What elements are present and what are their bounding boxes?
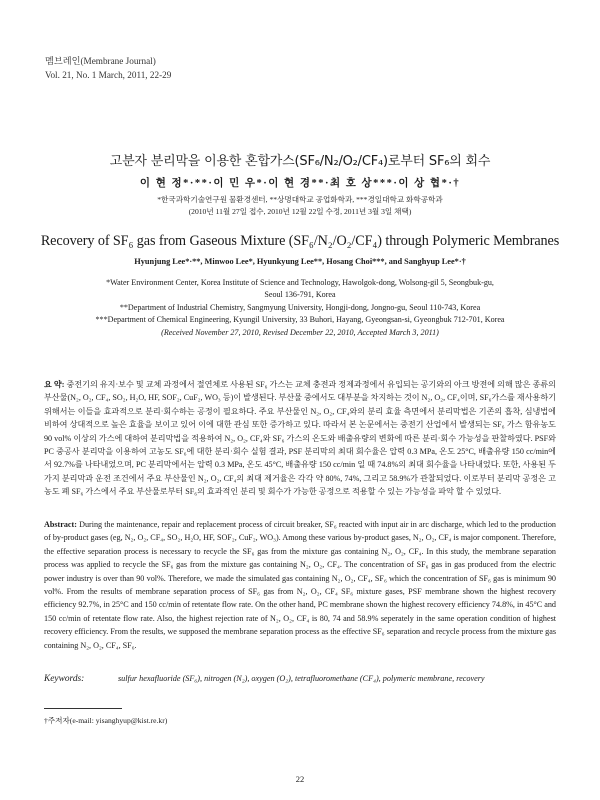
journal-name: 멤브레인(Membrane Journal) [45, 56, 156, 66]
korean-abstract-label: 요 약: [44, 380, 65, 389]
english-affiliation-block [44, 277, 556, 339]
korean-abstract [44, 378, 556, 499]
received-dates: (Received November 27, 2010, Revised December 22, 2010, Accepted March 3, 2011) [161, 327, 439, 337]
english-affiliation-2: **Department of Industrial Chemistry, Sangmyung University, Hongji-dong, Jongno-gu, Seoul 110-743, Korea [119, 302, 481, 312]
english-authors: Hyunjung Lee*·**, Minwoo Lee*, Hyunkyung Lee**, Hosang Choi***, and Sanghyup Lee*·† [134, 257, 466, 266]
korean-dates: (2010년 11월 27일 접수, 2010년 12월 22일 수정, 2011년 3월 3일 채택) [188, 207, 412, 216]
keywords-text: sulfur hexafluoride (SF₆), nitrogen (N₂), oxygen (O₂), tetrafluoromethane (CF₄), polymeric membrane, recovery [118, 674, 485, 683]
footnote-divider [44, 708, 122, 709]
korean-title: 고분자 분리막을 이용한 혼합가스(SF₆/N₂/O₂/CF₄)로부터 SF₆의 회수 [109, 154, 491, 169]
korean-abstract-text: 중전기의 유지·보수 및 교체 과정에서 절연체로 사용된 SF₆ 가스는 교체 충전과 정제과정에서 유입되는 공기와의 아크 방전에 의해 많은 종류의 부산물(N₂, O₂, CF₄, SO₂, H₂O, HF, SOF₂, CuF₂, WO₃ 등)이 발생된다. 부산물 중에서도 대부분을 차지하는 것이 N₂, O₂, CF₄이며, SF₆가스를 재사용하기 위해서는 이들을 효과적으로 분리·회수하는 공정이 필요하다. 주요 부산물인 N₂, O₂, CF₄와의 분리 효율 측면에서 분리막법은 기존의 흡착, 심냉법에 비하여 상대적으로 높은 효율을 보이고 있어 이에 대한 관심 또한 증가하고 있다. 따라서 본 논문에서는 중전기 산업에서 발생되는 SF₆ 가스 함유농도 90 vol% 이상의 가스에 대하여 분리막법을 적용하여 N₂, O₂, CF₄와 SF₆ 가스의 온도와 배출유량의 변화에 따른 분리·회수 가능성을 판찰하였다. PSF와 PC 중공사 분리막을 이용하여 고농도 SF₆에 대한 분리·회수 실험 결과, PSF 분리막의 최대 회수율은 압력 0.3 MPa, 온도 25°C, 배출유량 150 cc/min에서 92.7%를 나타내었으며, PC 분리막에서는 압력 0.3 MPa, 온도 45°C, 배출유량 150 cc/min 일 때 74.8%의 최대 회수율을 나타내었다. 또한, 사용된 두 가지 분리막과 운전 조건에서 주요 부산물인 N₂, O₂, CF₄의 최대 제거율은 각각 약 80%, 74%, 그리고 58.9%가 관찰되었다. 이로부터 분리막 공정은 고농도 폐 SF₆ 가스에서 주요 부산물로부터 SF₆의 효과적인 분리 및 회수가 가능한 공정으로 적용할 수 있는 가능성을 파악 할 수 있었다. [44, 380, 557, 497]
english-affiliation-1-cont: Seoul 136-791, Korea [264, 290, 336, 300]
english-title: Recovery of SF₆ gas from Gaseous Mixture (SF₆/N₂/O₂/CF₄) through Polymeric Membranes [40, 233, 560, 249]
keywords-label: Keywords: [44, 674, 85, 684]
english-affiliation-3: ***Department of Chemical Engineering, Kyungil University, 33 Buhori, Hayang, Gyeongsan-si, Gyeongbuk 712-701, Korea [95, 315, 505, 325]
english-affiliation-1: *Water Environment Center, Korea Institute of Science and Technology, Hawolgok-dong, Wolsong-gil 5, Seongbuk-gu, [106, 278, 494, 287]
english-abstract [44, 518, 556, 652]
korean-affiliation: *한국과학기술연구원 물환경센터, **상명대학교 공업화학과, ***경일대학교 화학공학과 [157, 195, 443, 204]
journal-issue: Vol. 21, No. 1 March, 2011, 22-29 [45, 70, 172, 80]
journal-header [45, 54, 171, 82]
keywords [44, 672, 600, 686]
english-abstract-text: During the maintenance, repair and replacement process of circuit breaker, SF₆ reacted with input air in arc discharge, which led to the production of by-product gases (eg, N₂, O₂, CF₄, SO₂, H₂O, HF, SOF₂, CuF₂, WO₃). Among these various by-product gases, N₂, O₂, CF₄ is major component. Therefore, the effective separation process is necessary to recycle the SF₆ gas from the mixture gas containing N₂, O₂, CF₄. In this study, the membrane separation process was applied to recycle the SF₆ gas from the mixture gas containing N₂, O₂, CF₄. The concentration of SF₆ gas in gas produced from the electric power industry is over than 90 vol%. Therefore, we made the simulated gas containing N₂, O₂, CF₄, SF₆ which the concentration of SF₆ gas is minimum 90 vol%. From the results of membrane separation process of SF₆ gas from N₂, O₂, CF₄ SF₆ mixture gases, PSF membrane shown the highest recovery efficiency 92.7%, in 25°C and 150 cc/min of retentate flow rate. On the other hand, PC membrane shown the highest recovery efficiency 74.8%, in 45°C and 150 cc/min of retentate flow rate. Also, the highest rejection rate of N₂, O₂, CF₄ is 80, 74 and 58.9% seperately in the same operation condition of highest recovery efficiency. From the results, we supposed the membrane separation process as the effective SF₆ separation and recycle process from the mixture gas containing N₂, O₂, CF₄, SF₆. [44, 520, 556, 650]
korean-authors: 이 현 정*·**·이 민 우*·이 현 경**·최 호 상***·이 상 협*·† [139, 178, 461, 189]
page-number: 22 [295, 774, 305, 784]
corresponding-author-footnote: †주저자(e-mail: yisanghyup@kist.re.kr) [44, 716, 168, 725]
korean-affiliation-block [0, 194, 600, 218]
english-abstract-label: Abstract: [44, 520, 77, 529]
